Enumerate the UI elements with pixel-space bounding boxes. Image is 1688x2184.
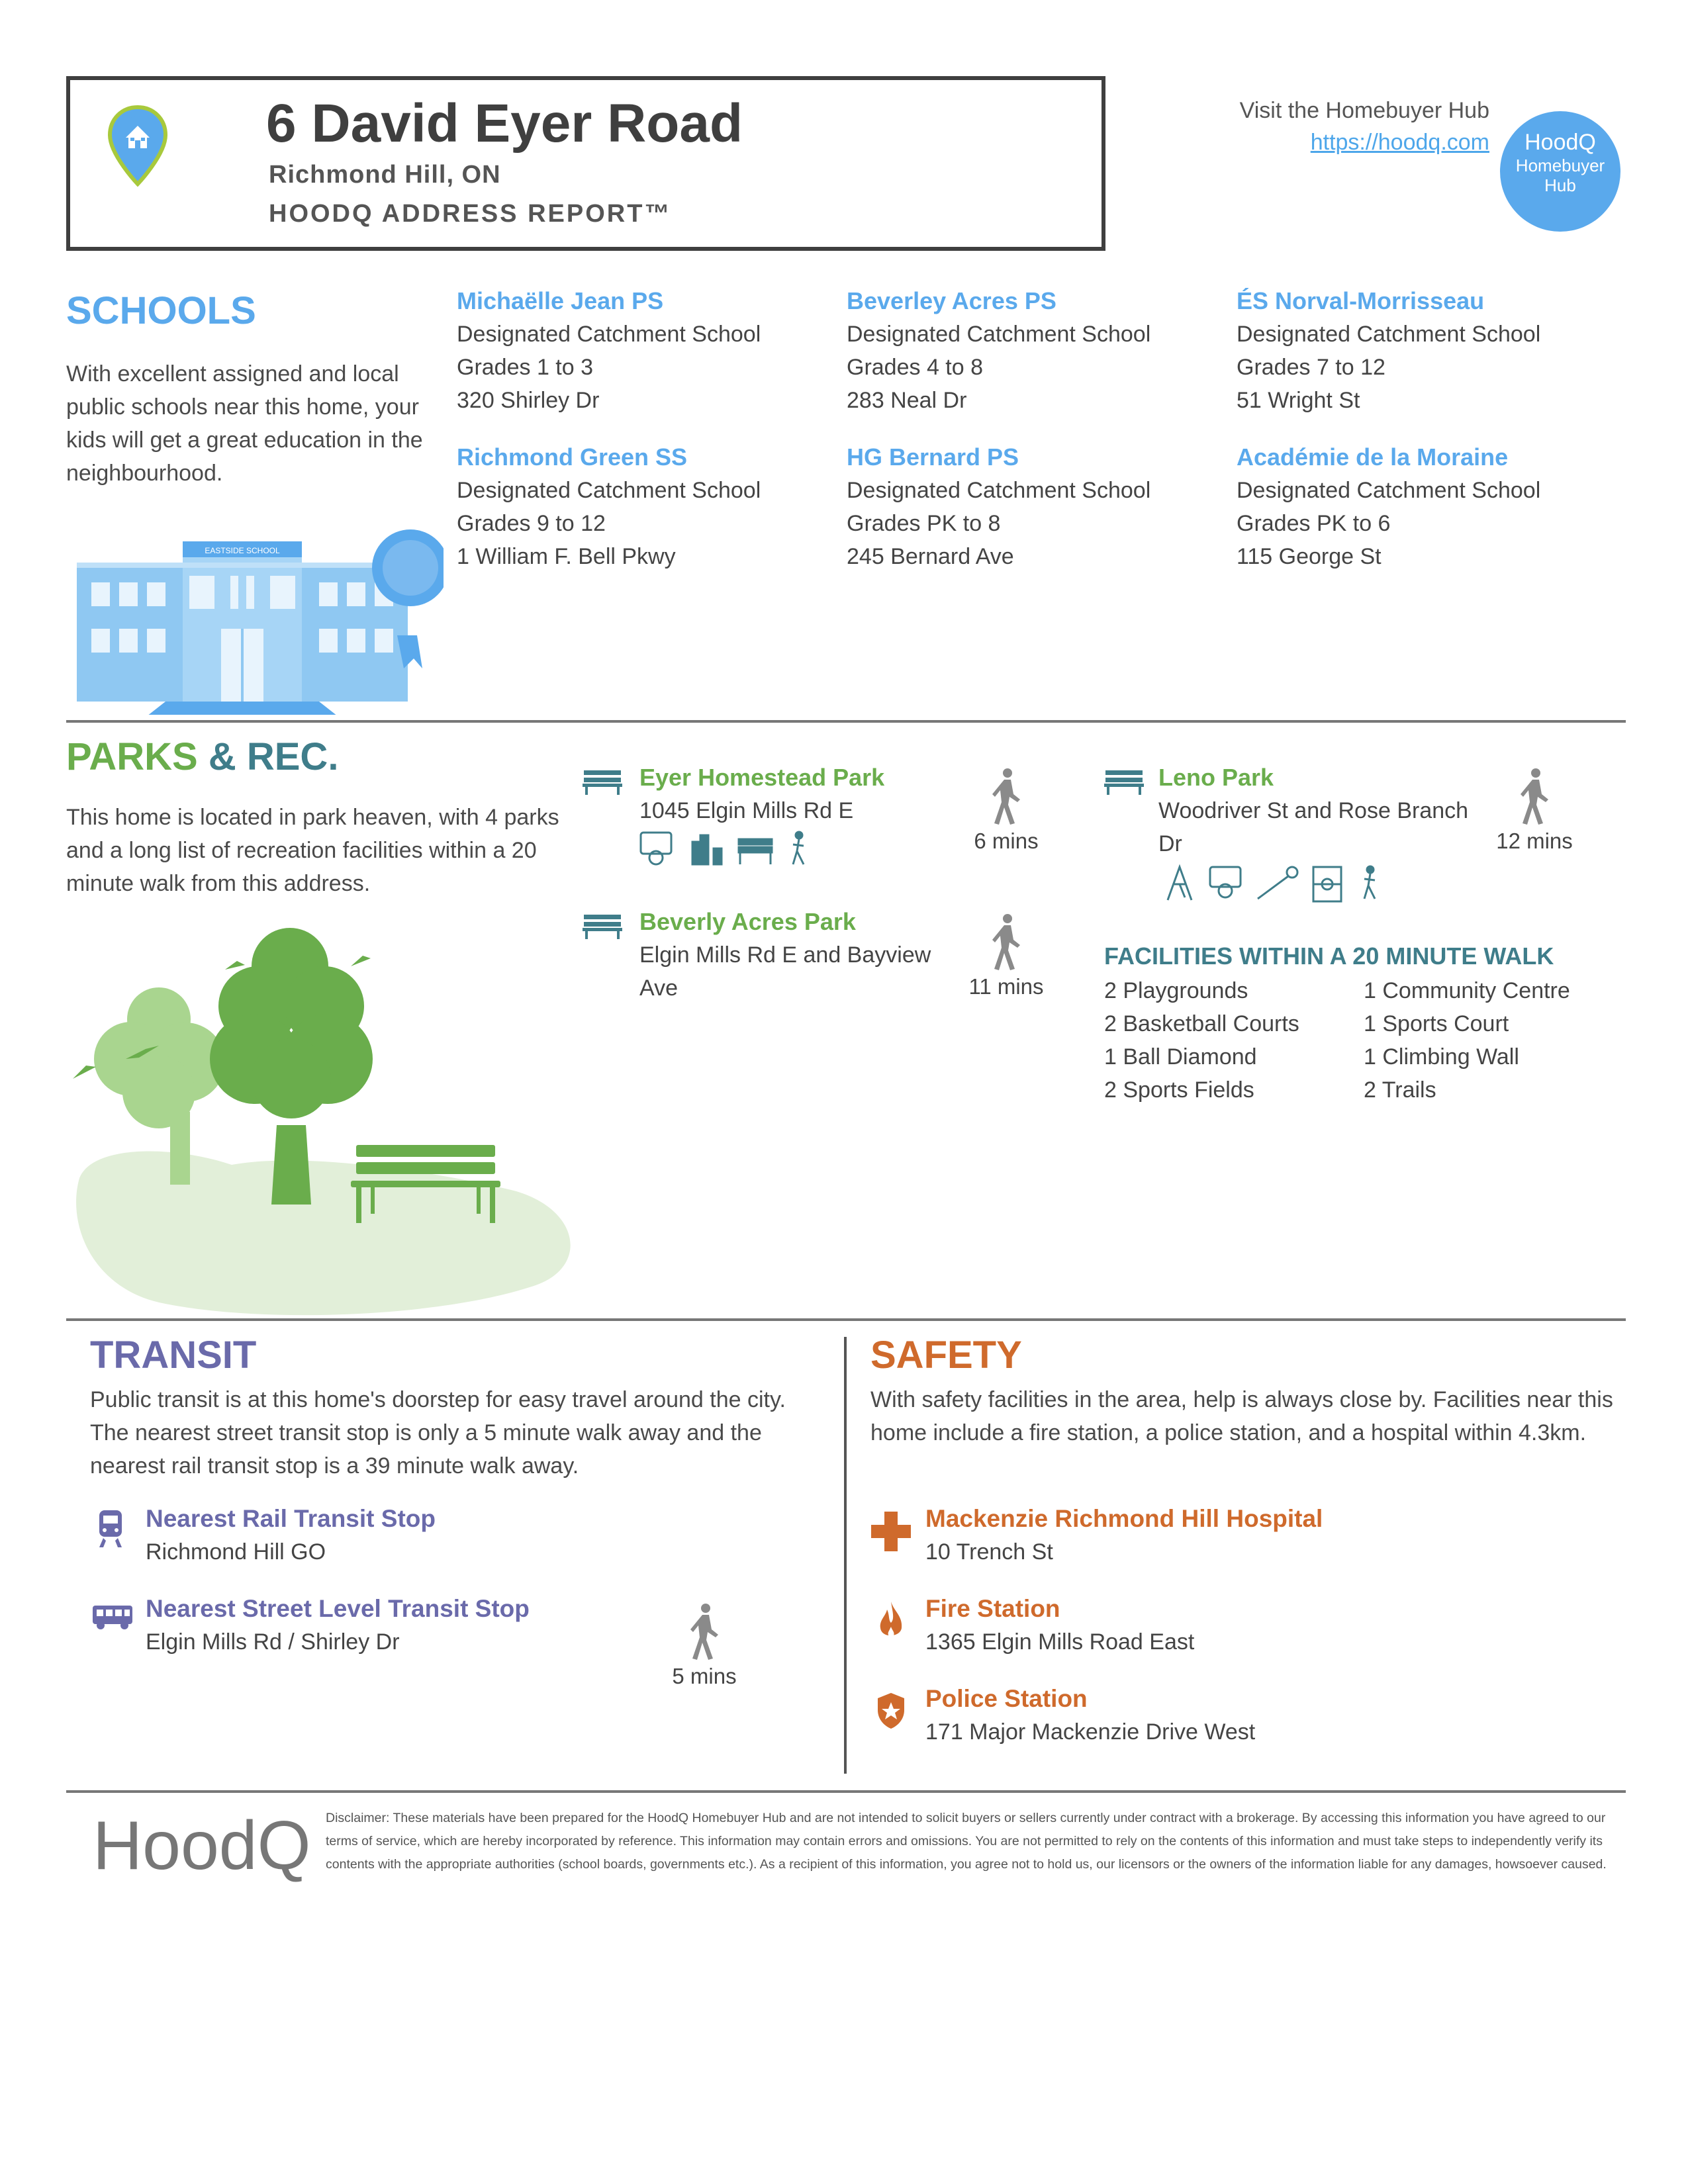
school-grades: Grades 7 to 12 [1237, 355, 1385, 380]
facility-item: 2 Playgrounds [1104, 978, 1248, 1003]
walk-time [953, 913, 1059, 999]
park-card[interactable] [1158, 761, 1496, 860]
transit-title: TRANSIT [90, 1334, 257, 1377]
school-illustration-icon [73, 529, 444, 715]
school-type: Designated Catchment School [1237, 478, 1541, 503]
school-name: HG Bernard PS [847, 443, 1019, 471]
police-shield-icon [875, 1692, 907, 1730]
walking-person-icon [991, 768, 1021, 825]
badge-line-1: HoodQ [1524, 130, 1596, 155]
bench-icon [1104, 769, 1144, 796]
school-address: 115 George St [1237, 544, 1382, 569]
school-card[interactable] [1237, 441, 1607, 573]
homebuyer-hub-badge[interactable] [1500, 111, 1620, 232]
park-card[interactable] [639, 761, 957, 827]
school-address: 245 Bernard Ave [847, 544, 1014, 569]
park-address: Elgin Mills Rd E and Bayview Ave [639, 942, 931, 1001]
section-divider [66, 720, 1626, 723]
street-stop-name: Elgin Mills Rd / Shirley Dr [146, 1629, 400, 1655]
hoodq-logo: HoodQ [93, 1807, 311, 1884]
home-pin-icon [106, 105, 169, 187]
walking-person-icon [1519, 768, 1550, 825]
school-name: ÉS Norval-Morrisseau [1237, 287, 1485, 314]
police-station-address: 171 Major Mackenzie Drive West [925, 1719, 1256, 1745]
school-grades: Grades 9 to 12 [457, 511, 606, 536]
rail-stop-title: Nearest Rail Transit Stop [146, 1505, 436, 1532]
section-divider [66, 1790, 1626, 1793]
facility-item: 1 Climbing Wall [1364, 1044, 1519, 1069]
hospital-cross-icon [871, 1512, 911, 1551]
section-divider [66, 1318, 1626, 1321]
walking-person-icon [991, 913, 1021, 970]
school-card[interactable] [847, 285, 1217, 417]
school-sign-text: EASTSIDE SCHOOL [205, 546, 280, 555]
park-amenities [1165, 864, 1390, 904]
bus-icon [91, 1604, 134, 1631]
school-type: Designated Catchment School [457, 478, 761, 503]
school-address: 1 William F. Bell Pkwy [457, 544, 676, 569]
school-grades: Grades PK to 8 [847, 511, 1001, 536]
hospital-name: Mackenzie Richmond Hill Hospital [925, 1505, 1323, 1532]
facility-item: 2 Trails [1364, 1077, 1436, 1103]
park-name: Leno Park [1158, 764, 1274, 791]
school-type: Designated Catchment School [1237, 322, 1541, 347]
walking-person-icon [689, 1603, 720, 1660]
school-grades: Grades PK to 6 [1237, 511, 1391, 536]
walk-time-label: 6 mins [974, 829, 1039, 853]
address-title: 6 David Eyer Road [266, 93, 743, 154]
facility-item: 2 Sports Fields [1104, 1077, 1254, 1103]
school-card[interactable] [457, 441, 827, 573]
safety-title: SAFETY [870, 1334, 1022, 1377]
fire-station-item[interactable] [925, 1592, 1194, 1659]
report-label: HOODQ ADDRESS REPORT™ [269, 200, 672, 228]
school-type: Designated Catchment School [847, 478, 1151, 503]
schools-title: SCHOOLS [66, 289, 256, 332]
walk-time-label: 5 mins [672, 1664, 737, 1688]
parks-title [66, 735, 338, 779]
walk-time [953, 768, 1059, 854]
school-name: Michaëlle Jean PS [457, 287, 664, 314]
park-amenities [639, 830, 812, 870]
park-card[interactable] [639, 905, 957, 1005]
school-name: Académie de la Moraine [1237, 443, 1509, 471]
school-type: Designated Catchment School [847, 322, 1151, 347]
facilities-list-right [1364, 974, 1570, 1107]
fire-station-address: 1365 Elgin Mills Road East [925, 1629, 1195, 1655]
parks-title-a: PARKS [66, 735, 198, 778]
disclaimer-text: Disclaimer: These materials have been prepared for the HoodQ Homebuyer Hub and are not intended to solicit buyers or sellers currently under contract with a brokerage. By accessing this information you have agreed to our terms of service, which are hereby incorporated by reference. This information may contain errors and omissions. You are not permitted to rely on the contents of this information and must take steps to independently verify its contents with the appropriate authorities (school boards, governments etc.). As a recipient of this information, you agree not to hold us, our licensors or the owners of the information liable for any damages, howsoever caused. [326, 1811, 1607, 1872]
walk-time [1475, 768, 1594, 854]
safety-description: With safety facilities in the area, help is always close by. Facilities near this home include a fire station, a police station, and a hospital within 4.3km. [870, 1387, 1613, 1445]
police-station-name: Police Station [925, 1685, 1088, 1712]
school-address: 320 Shirley Dr [457, 388, 600, 413]
park-address: 1045 Elgin Mills Rd E [639, 798, 854, 823]
hub-link[interactable]: https://hoodq.com [1310, 130, 1489, 155]
train-icon [97, 1509, 124, 1549]
walk-time [651, 1603, 757, 1689]
facility-item: 1 Community Centre [1364, 978, 1570, 1003]
parks-description: This home is located in park heaven, with 4 parks and a long list of recreation facilities within a 20 minute walk from this address. [66, 805, 559, 896]
playground-icon [1168, 867, 1192, 900]
school-name: Beverley Acres PS [847, 287, 1056, 314]
school-type: Designated Catchment School [457, 322, 761, 347]
school-card[interactable] [457, 285, 827, 417]
parks-title-b: & REC. [208, 735, 339, 778]
bench-icon [583, 913, 622, 940]
school-address: 283 Neal Dr [847, 388, 967, 413]
hospital-item[interactable] [925, 1502, 1323, 1569]
school-name: Richmond Green SS [457, 443, 688, 471]
walk-time-label: 11 mins [968, 974, 1044, 999]
fire-station-name: Fire Station [925, 1595, 1060, 1622]
rail-stop[interactable] [146, 1502, 436, 1569]
schools-description: With excellent assigned and local public schools near this home, your kids will get a great education in the neighbourhood. [66, 361, 423, 486]
school-card[interactable] [1237, 285, 1607, 417]
visit-hub-text: Visit the Homebuyer Hub [1239, 98, 1489, 123]
police-station-item[interactable] [925, 1682, 1255, 1749]
bench-icon [583, 769, 622, 796]
school-card[interactable] [847, 441, 1217, 573]
rail-stop-name: Richmond Hill GO [146, 1539, 326, 1565]
school-grades: Grades 4 to 8 [847, 355, 984, 380]
facilities-list-left [1104, 974, 1299, 1107]
column-divider [844, 1337, 847, 1774]
school-address: 51 Wright St [1237, 388, 1360, 413]
school-grades: Grades 1 to 3 [457, 355, 594, 380]
park-name: Beverly Acres Park [639, 908, 856, 935]
street-stop-title: Nearest Street Level Transit Stop [146, 1595, 530, 1622]
facility-item: 1 Sports Court [1364, 1011, 1509, 1036]
park-name: Eyer Homestead Park [639, 764, 885, 791]
facility-item: 1 Ball Diamond [1104, 1044, 1257, 1069]
park-address: Woodriver St and Rose Branch Dr [1158, 798, 1469, 856]
address-city: Richmond Hill, ON [269, 161, 501, 189]
facility-item: 2 Basketball Courts [1104, 1011, 1299, 1036]
walk-time-label: 12 mins [1496, 829, 1573, 853]
facilities-title: FACILITIES WITHIN A 20 MINUTE WALK [1104, 942, 1554, 970]
fire-icon [878, 1600, 904, 1640]
transit-description: Public transit is at this home's doorstep for easy travel around the city. The nearest street transit stop is only a 5 minute walk away and the nearest rail transit stop is a 39 minute walk away. [90, 1387, 786, 1479]
park-illustration-icon [66, 927, 596, 1324]
badge-line-2: Homebuyer [1515, 156, 1605, 175]
badge-line-3: Hub [1544, 175, 1576, 195]
street-stop[interactable] [146, 1592, 530, 1659]
hospital-address: 10 Trench St [925, 1539, 1053, 1565]
